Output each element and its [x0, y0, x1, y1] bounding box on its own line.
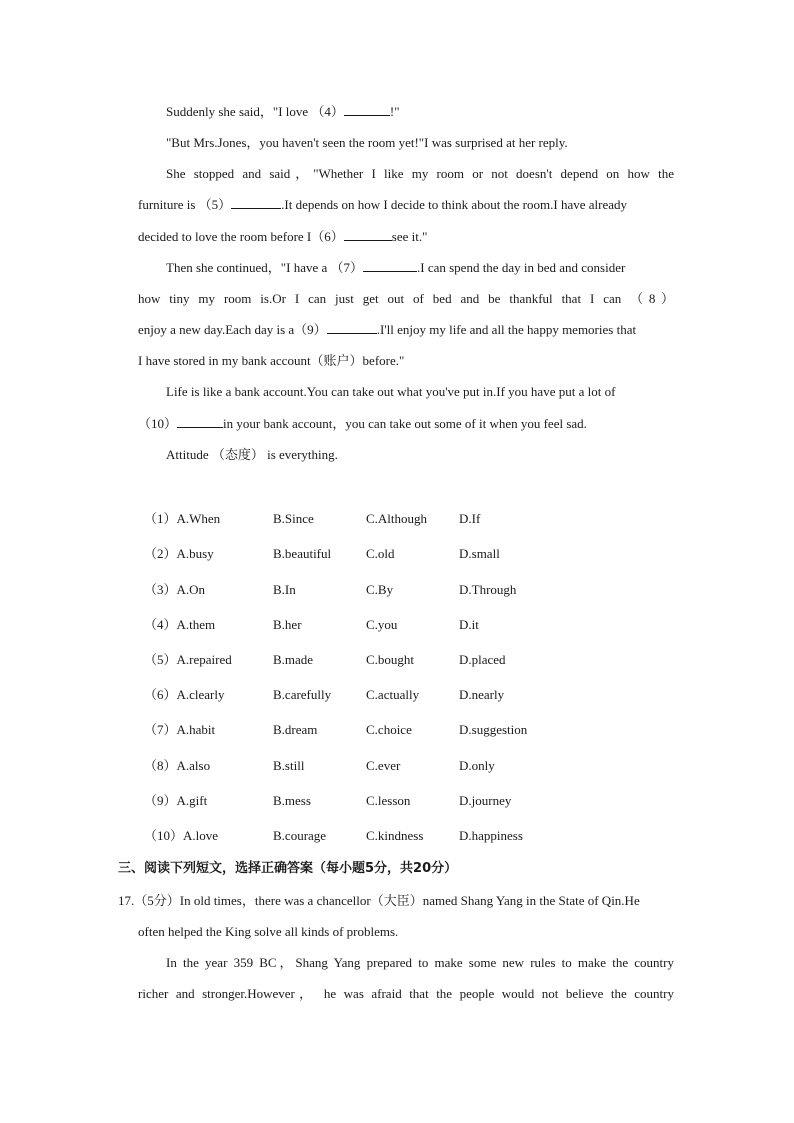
passage-text: decided to love the room before I（6）: [138, 229, 344, 244]
passage-line-8: [138, 321, 636, 339]
option-b[interactable]: B.Since: [273, 511, 314, 526]
option-b[interactable]: B.her: [273, 617, 302, 632]
passage-line-12: Attitude （态度） is everything.: [166, 447, 338, 462]
option-c[interactable]: C.you: [366, 617, 398, 632]
answer-blank-5[interactable]: [231, 196, 281, 209]
passage-text: （10）: [138, 416, 178, 431]
passage-text: in your bank account，you can take out some of it when you feel sad.: [223, 416, 587, 431]
passage-text: .It depends on how I decide to think about the room.I have already: [281, 197, 627, 212]
passage-line-6: [166, 259, 625, 277]
option-a[interactable]: （6）A.clearly: [144, 687, 225, 702]
option-b[interactable]: B.made: [273, 652, 314, 667]
option-d[interactable]: D.If: [459, 511, 481, 526]
question-17-line-3: In the year 359 BC，Shang Yang prepared to make some new rules to make the country: [166, 955, 674, 970]
option-a[interactable]: （4）A.them: [144, 617, 216, 632]
passage-line-2: "But Mrs.Jones，you haven't seen the room yet!"I was surprised at her reply.: [166, 135, 568, 150]
question-17-line-1: 17.（5分）In old times，there was a chancellor（大臣）named Shang Yang in the State of Qin.He: [118, 893, 640, 908]
passage-text: Suddenly she said，"I love （4）: [166, 104, 344, 119]
option-c[interactable]: C.bought: [366, 652, 415, 667]
option-c[interactable]: C.ever: [366, 758, 401, 773]
option-a[interactable]: （10）A.love: [144, 828, 219, 843]
section-heading: 三、阅读下列短文，选择正确答案（每小题5分，共20分）: [118, 861, 458, 876]
option-d[interactable]: D.it: [459, 617, 479, 632]
option-a[interactable]: （1）A.When: [144, 511, 221, 526]
option-b[interactable]: B.beautiful: [273, 546, 332, 561]
option-b[interactable]: B.dream: [273, 722, 318, 737]
answer-blank-9[interactable]: [327, 321, 377, 334]
option-c[interactable]: C.old: [366, 546, 395, 561]
option-b[interactable]: B.In: [273, 582, 296, 597]
passage-text: see it.": [391, 229, 428, 244]
passage-text: !": [389, 104, 400, 119]
passage-text: .I can spend the day in bed and consider: [417, 260, 626, 275]
option-b[interactable]: B.mess: [273, 793, 311, 808]
option-a[interactable]: （9）A.gift: [144, 793, 208, 808]
option-d[interactable]: D.placed: [459, 652, 506, 667]
answer-blank-7[interactable]: [363, 259, 417, 272]
option-d[interactable]: D.happiness: [459, 828, 523, 843]
option-a[interactable]: （3）A.On: [144, 582, 206, 597]
option-b[interactable]: B.carefully: [273, 687, 332, 702]
option-c[interactable]: C.Although: [366, 511, 428, 526]
option-d[interactable]: D.Through: [459, 582, 517, 597]
passage-line-1: [166, 103, 400, 121]
passage-text: Then she continued，"I have a （7）: [166, 260, 363, 275]
passage-text: enjoy a new day.Each day is a（9）: [138, 322, 327, 337]
passage-line-10: Life is like a bank account.You can take out what you've put in.If you have put a lot of: [166, 384, 616, 399]
answer-blank-10[interactable]: [177, 415, 223, 428]
option-c[interactable]: C.By: [366, 582, 394, 597]
passage-text: furniture is （5）: [138, 197, 232, 212]
option-a[interactable]: （2）A.busy: [144, 546, 214, 561]
passage-line-5: [138, 228, 427, 246]
question-17-line-4: richer and stronger.However， he was afraid that the people would not believe the country: [138, 986, 674, 1001]
option-d[interactable]: D.small: [459, 546, 500, 561]
option-a[interactable]: （8）A.also: [144, 758, 211, 773]
passage-text: .I'll enjoy my life and all the happy memories that: [376, 322, 637, 337]
option-c[interactable]: C.lesson: [366, 793, 411, 808]
option-d[interactable]: D.suggestion: [459, 722, 528, 737]
passage-line-4: [138, 196, 627, 214]
answer-blank-6[interactable]: [344, 228, 392, 241]
option-b[interactable]: B.courage: [273, 828, 327, 843]
option-a[interactable]: （5）A.repaired: [144, 652, 232, 667]
answer-blank-4[interactable]: [344, 103, 390, 116]
option-a[interactable]: （7）A.habit: [144, 722, 216, 737]
option-c[interactable]: C.choice: [366, 722, 412, 737]
option-c[interactable]: C.actually: [366, 687, 420, 702]
option-c[interactable]: C.kindness: [366, 828, 424, 843]
passage-line-7: how tiny my room is.Or I can just get out of bed and be thankful that I can （8）: [138, 291, 674, 306]
passage-line-3: She stopped and said，"Whether I like my room or not doesn't depend on how the: [166, 166, 674, 181]
option-b[interactable]: B.still: [273, 758, 305, 773]
passage-line-9: I have stored in my bank account（账户）before.": [138, 353, 405, 368]
option-d[interactable]: D.nearly: [459, 687, 505, 702]
option-d[interactable]: D.journey: [459, 793, 512, 808]
passage-line-11: [138, 415, 587, 433]
question-17-line-2: often helped the King solve all kinds of problems.: [138, 924, 399, 939]
option-d[interactable]: D.only: [459, 758, 495, 773]
